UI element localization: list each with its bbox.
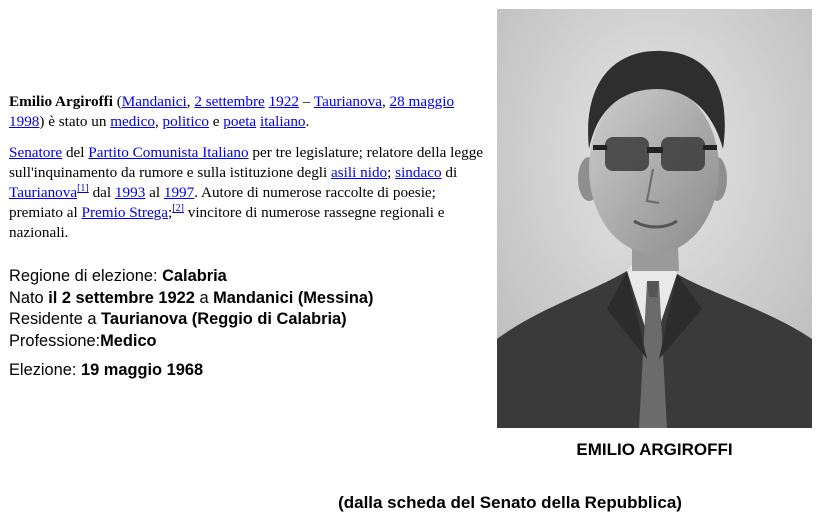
- portrait-illustration: [497, 9, 812, 428]
- text-fragment: –: [298, 93, 314, 110]
- link-birth-year[interactable]: 1922: [268, 93, 299, 110]
- link-italiano[interactable]: italiano: [259, 113, 306, 130]
- link-politico[interactable]: politico: [162, 113, 209, 130]
- election-label: Elezione:: [9, 361, 77, 379]
- born-connector: a: [194, 288, 214, 307]
- link-sindaco[interactable]: sindaco: [395, 164, 442, 181]
- reference-2[interactable]: [2]: [172, 202, 184, 214]
- text-fragment: ,: [381, 93, 390, 110]
- text-fragment: di: [441, 164, 458, 181]
- link-party[interactable]: Partito Comunista Italiano: [88, 144, 249, 161]
- election-row: [9, 360, 499, 382]
- region-label: Regione di elezione:: [9, 267, 163, 285]
- text-fragment: ,: [186, 93, 195, 110]
- text-fragment: per tre legislature; relatore della legge sull'inquinamento da rumore e sulla istituzione degli: [9, 144, 484, 181]
- senate-facts: [9, 266, 499, 382]
- text-fragment: ;: [387, 164, 396, 181]
- text-fragment: dal: [88, 184, 115, 201]
- link-asili-nido[interactable]: asili nido: [331, 164, 388, 181]
- text-fragment: al: [145, 184, 164, 201]
- born-place: Mandanici (Messina): [213, 288, 374, 307]
- link-taurianova[interactable]: Taurianova: [313, 93, 382, 110]
- link-mandanici[interactable]: Mandanici: [121, 93, 187, 110]
- text-fragment: ;: [168, 204, 173, 221]
- profession-row: [9, 331, 499, 353]
- birth-row: [9, 288, 499, 310]
- text-fragment: ) è stato un: [39, 113, 111, 130]
- link-death-date[interactable]: 28 maggio: [389, 93, 455, 110]
- person-name: Emilio Argiroffi: [9, 93, 113, 110]
- text-fragment: e: [208, 113, 224, 130]
- link-birth-date[interactable]: 2 settembre: [194, 93, 265, 110]
- link-year-1993[interactable]: 1993: [114, 184, 146, 201]
- born-date: il 2 settembre 1922: [48, 288, 195, 307]
- reference-1[interactable]: [1]: [77, 182, 89, 194]
- residence-row: [9, 309, 499, 331]
- source-note: (dalla scheda del Senato della Repubblica): [338, 493, 682, 512]
- link-medico[interactable]: medico: [110, 113, 155, 130]
- resident-place: Taurianova (Reggio di Calabria): [101, 310, 347, 328]
- intro-paragraph: [9, 92, 485, 132]
- resident-label: Residente a: [9, 310, 102, 328]
- text-fragment: . Autore di numerose raccolte di poesie; premiato al: [9, 184, 436, 221]
- link-death-year[interactable]: 1998: [9, 113, 40, 130]
- text-fragment: vincitore di numerose rassegne regionali e nazionali.: [9, 204, 445, 241]
- portrait-photo: [497, 9, 812, 428]
- region-value: Calabria: [162, 267, 227, 285]
- link-taurianova-town[interactable]: Taurianova: [9, 184, 78, 201]
- text-fragment: .: [305, 113, 310, 130]
- text-fragment: ,: [154, 113, 163, 130]
- photo-caption: EMILIO ARGIROFFI: [576, 440, 733, 459]
- region-row: [9, 266, 499, 288]
- link-year-1997[interactable]: 1997: [163, 184, 195, 201]
- profession-value: Medico: [100, 331, 157, 350]
- text-fragment: (: [112, 93, 122, 110]
- born-label: Nato: [9, 288, 49, 307]
- link-premio-strega[interactable]: Premio Strega: [81, 204, 169, 221]
- profession-label: Professione:: [9, 331, 101, 350]
- link-poeta[interactable]: poeta: [223, 113, 257, 130]
- text-fragment: del: [62, 144, 89, 161]
- election-date: 19 maggio 1968: [81, 361, 204, 379]
- link-senatore[interactable]: Senatore: [9, 144, 63, 161]
- career-paragraph: [9, 143, 485, 243]
- bio-text: [9, 92, 485, 254]
